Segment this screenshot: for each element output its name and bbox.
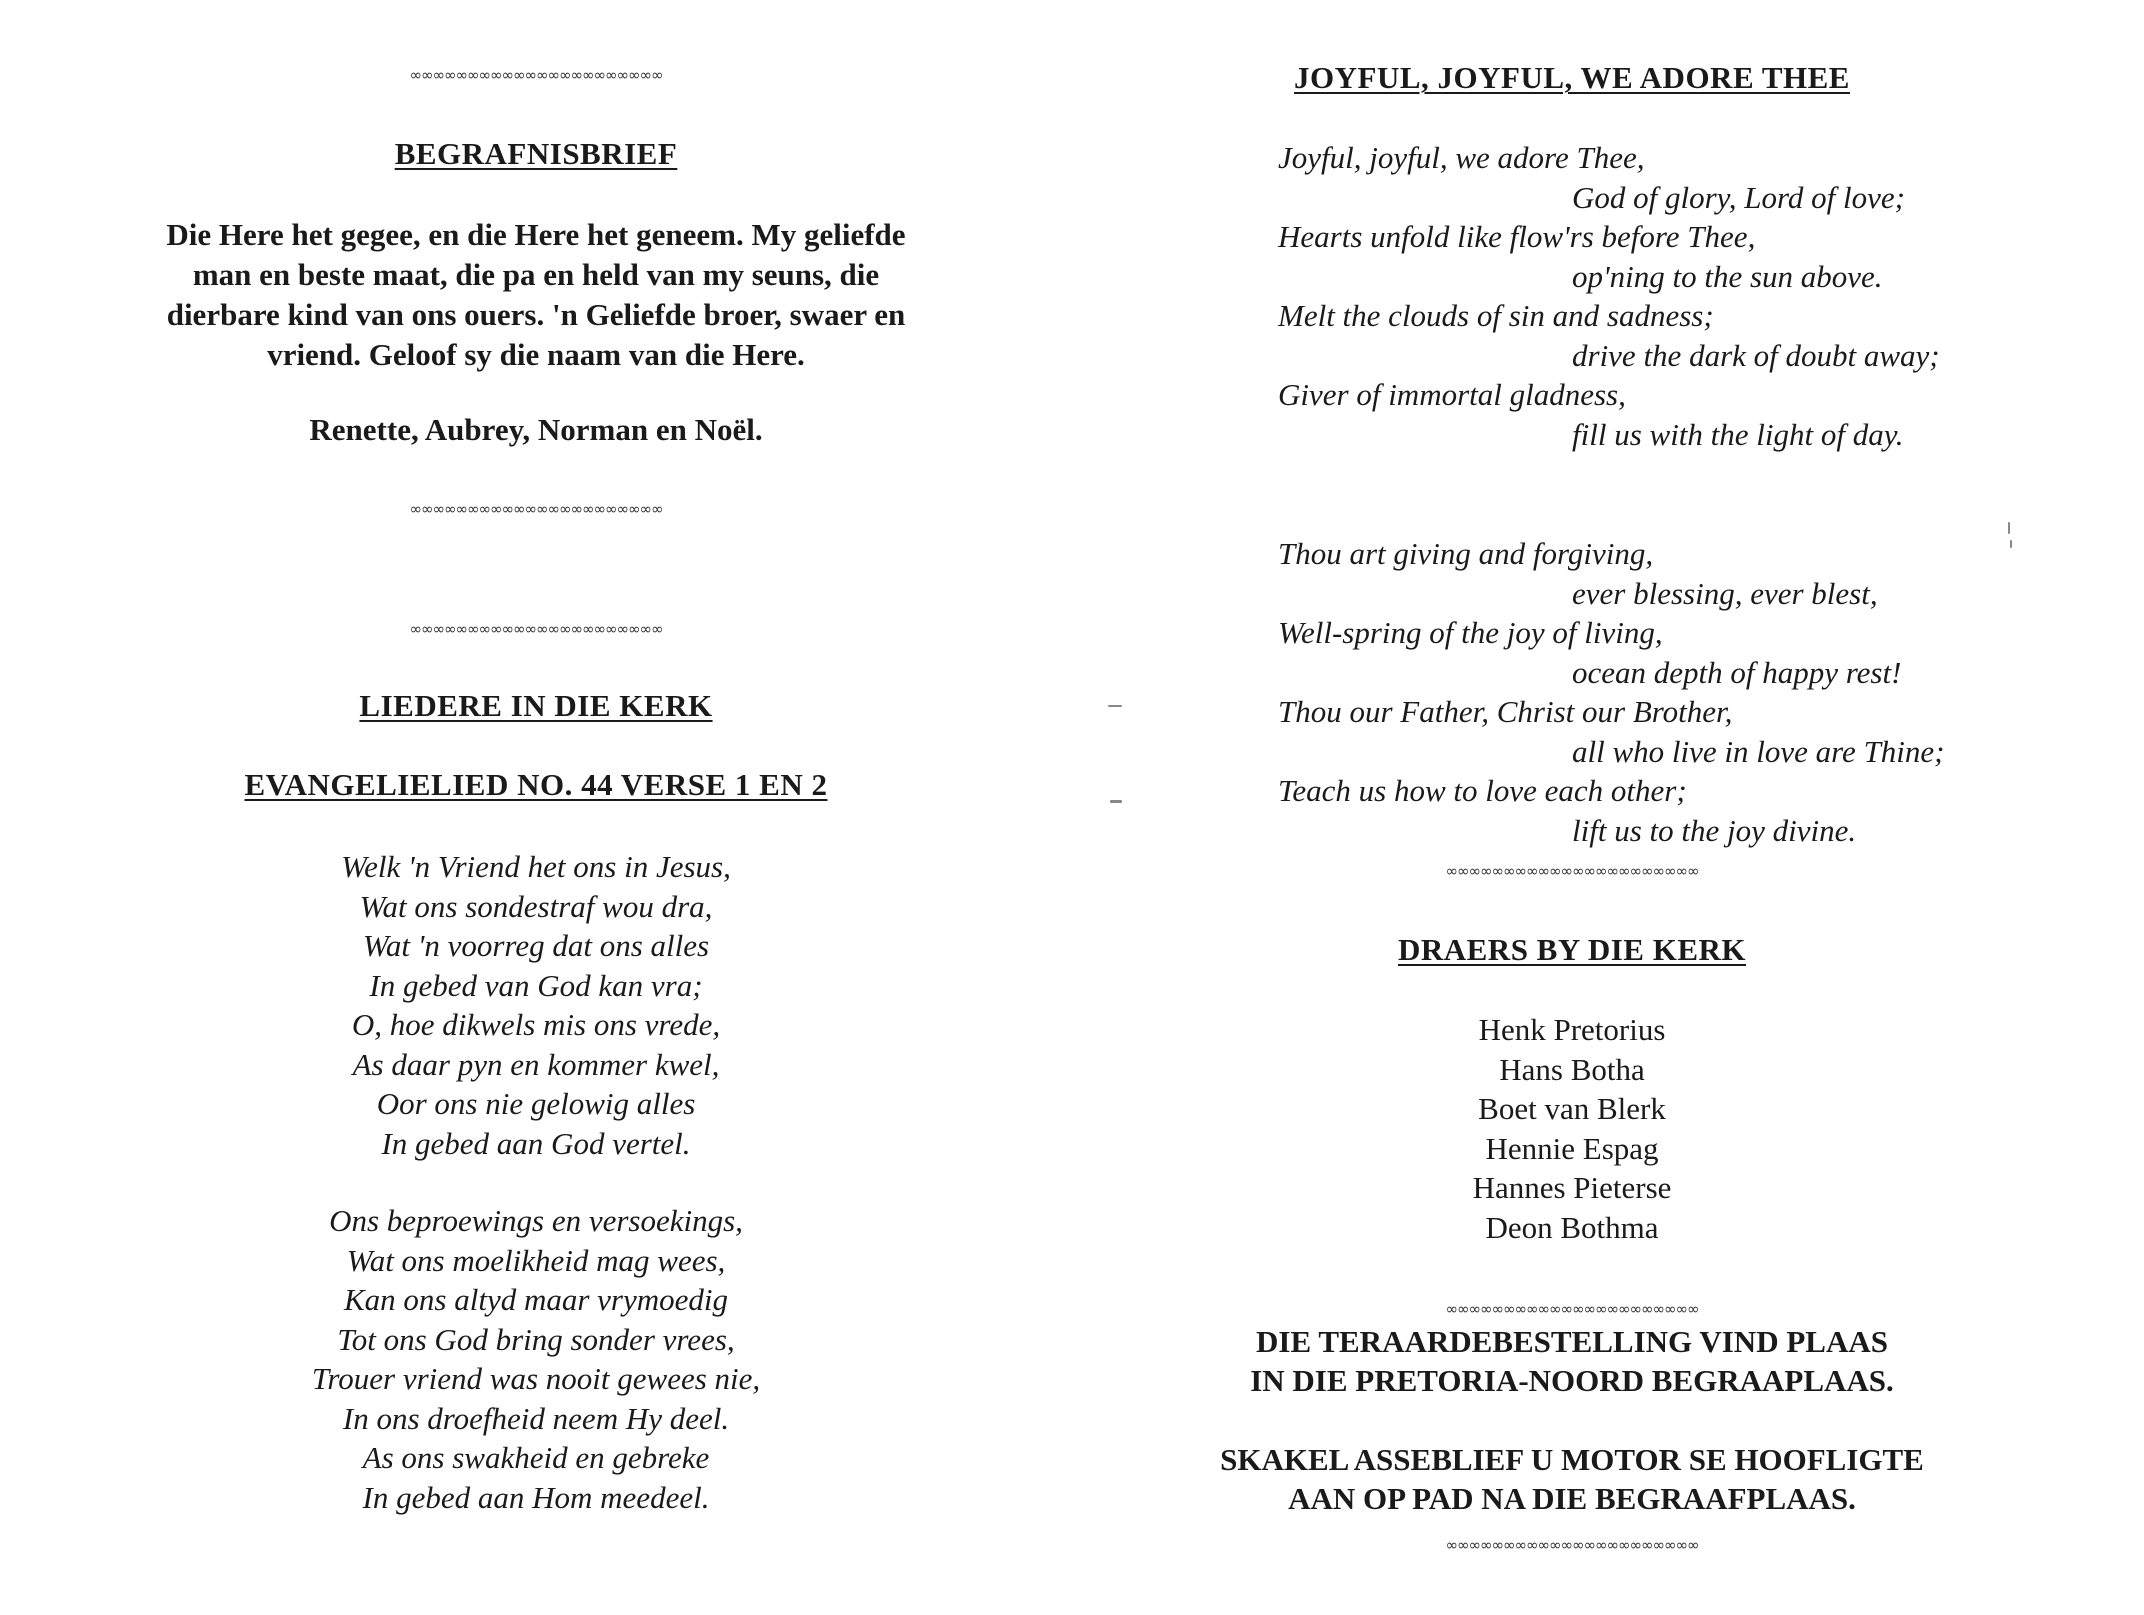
verse-line: In gebed aan God vertel. <box>381 1125 691 1161</box>
verse-line: Hearts unfold like flow'rs before Thee, <box>1278 219 1756 254</box>
hymn-verse-2 <box>0 1201 1072 1517</box>
verse-line: Ons beproewings en versoekings, <box>329 1203 743 1238</box>
eulogy-line: Die Here het gegee, en die Here het geneem. My geliefde <box>166 217 906 252</box>
ornament-divider: ∞∞∞∞∞∞∞∞∞∞∞∞∞∞∞∞∞∞∞∞∞∞ <box>409 66 663 84</box>
ornament-divider: ∞∞∞∞∞∞∞∞∞∞∞∞∞∞∞∞∞∞∞∞∞∞ <box>409 620 663 638</box>
bearers-title: DRAERS BY DIE KERK <box>1397 932 1747 967</box>
verse-line: Giver of immortal gladness, <box>1278 377 1626 412</box>
verse-line: In ons droefheid neem Hy deel. <box>342 1400 730 1436</box>
eulogy-title: BEGRAFNISBRIEF <box>394 136 678 171</box>
verse-line: In gebed van God kan vra; <box>369 967 703 1003</box>
verse-line: ever blessing, ever blest, <box>1572 576 1878 611</box>
songs-title: LIEDERE IN DIE KERK <box>359 688 713 723</box>
verse-line: Wat 'n voorreg dat ons alles <box>362 928 710 963</box>
bearers-list <box>1072 1010 2072 1247</box>
english-hymn-title: JOYFUL, JOYFUL, WE ADORE THEE <box>1294 60 1850 95</box>
verse-line: Melt the clouds of sin and sadness; <box>1278 298 1714 333</box>
eulogy-line: dierbare kind van ons ouers. 'n Geliefde broer, swaer en <box>166 297 906 332</box>
verse-line: drive the dark of doubt away; <box>1572 338 1940 373</box>
verse-line: Wat ons moelikheid mag wees, <box>346 1242 726 1278</box>
verse-line: op'ning to the sun above. <box>1572 259 1883 294</box>
right-page <box>1072 0 2144 1615</box>
verse-line: Wat ons sondestraf wou dra, <box>359 888 713 924</box>
verse-line: Joyful, joyful, we adore Thee, <box>1278 140 1645 175</box>
notice-line: SKAKEL ASSEBLIEF U MOTOR SE HOOFLIGTE <box>1220 1442 1924 1477</box>
hymn-verse-1 <box>0 847 1072 1163</box>
ornament-divider: ∞∞∞∞∞∞∞∞∞∞∞∞∞∞∞∞∞∞∞∞∞∞ <box>1445 1536 1699 1554</box>
notice-line: IN DIE PRETORIA-NOORD BEGRAAPLAAS. <box>1250 1363 1894 1398</box>
signatories: Renette, Aubrey, Norman en Noël. <box>309 412 763 447</box>
bearer-name: Deon Bothma <box>1485 1209 1659 1245</box>
ornament-divider: ∞∞∞∞∞∞∞∞∞∞∞∞∞∞∞∞∞∞∞∞∞∞ <box>1445 1300 1699 1318</box>
verse-line: Welk 'n Vriend het ons in Jesus, <box>341 849 731 884</box>
headlights-notice <box>1072 1440 2072 1518</box>
verse-line: God of glory, Lord of love; <box>1572 180 1905 215</box>
eulogy-line: man en beste maat, die pa en held van my seuns, die <box>192 257 880 292</box>
verse-line: As daar pyn en kommer kwel, <box>352 1046 720 1082</box>
verse-line: O, hoe dikwels mis ons vrede, <box>351 1007 721 1042</box>
verse-line: ocean depth of happy rest! <box>1572 655 1902 690</box>
verse-line: As ons swakheid en gebreke <box>362 1440 710 1475</box>
notice-line: AAN OP PAD NA DIE BEGRAAFPLAAS. <box>1288 1481 1856 1516</box>
eulogy-text <box>0 215 1072 375</box>
ornament-divider: ∞∞∞∞∞∞∞∞∞∞∞∞∞∞∞∞∞∞∞∞∞∞ <box>1445 862 1699 880</box>
verse-line: Kan ons altyd maar vrymoedig <box>343 1282 729 1317</box>
bearer-name: Hannes Pieterse <box>1472 1170 1672 1205</box>
verse-line: Well-spring of the joy of living, <box>1278 615 1663 650</box>
verse-line: fill us with the light of day. <box>1572 417 1904 452</box>
verse-line: all who live in love are Thine; <box>1572 734 1945 769</box>
bearer-name: Henk Pretorius <box>1478 1012 1666 1047</box>
verse-line: Thou art giving and forgiving, <box>1278 536 1654 571</box>
verse-line: Thou our Father, Christ our Brother, <box>1278 694 1733 729</box>
verse-line: Teach us how to love each other; <box>1278 773 1687 808</box>
burial-notice <box>1072 1322 2072 1400</box>
verse-line: Tot ons God bring sonder vrees, <box>337 1321 735 1357</box>
verse-line: lift us to the joy divine. <box>1572 813 1857 848</box>
eulogy-line: vriend. Geloof sy die naam van die Here. <box>267 337 805 372</box>
verse-line: In gebed aan Hom meedeel. <box>362 1479 710 1515</box>
verse-line: Trouer vriend was nooit gewees nie, <box>311 1361 761 1396</box>
ornament-divider: ∞∞∞∞∞∞∞∞∞∞∞∞∞∞∞∞∞∞∞∞∞∞ <box>409 500 663 518</box>
hymn-title: EVANGELIELIED NO. 44 VERSE 1 EN 2 <box>244 767 828 802</box>
verse-line: Oor ons nie gelowig alles <box>376 1086 696 1121</box>
notice-line: DIE TERAARDEBESTELLING VIND PLAAS <box>1256 1324 1888 1359</box>
bearer-name: Hans Botha <box>1499 1051 1645 1087</box>
bearer-name: Hennie Espag <box>1485 1130 1659 1166</box>
bearer-name: Boet van Blerk <box>1478 1091 1666 1126</box>
